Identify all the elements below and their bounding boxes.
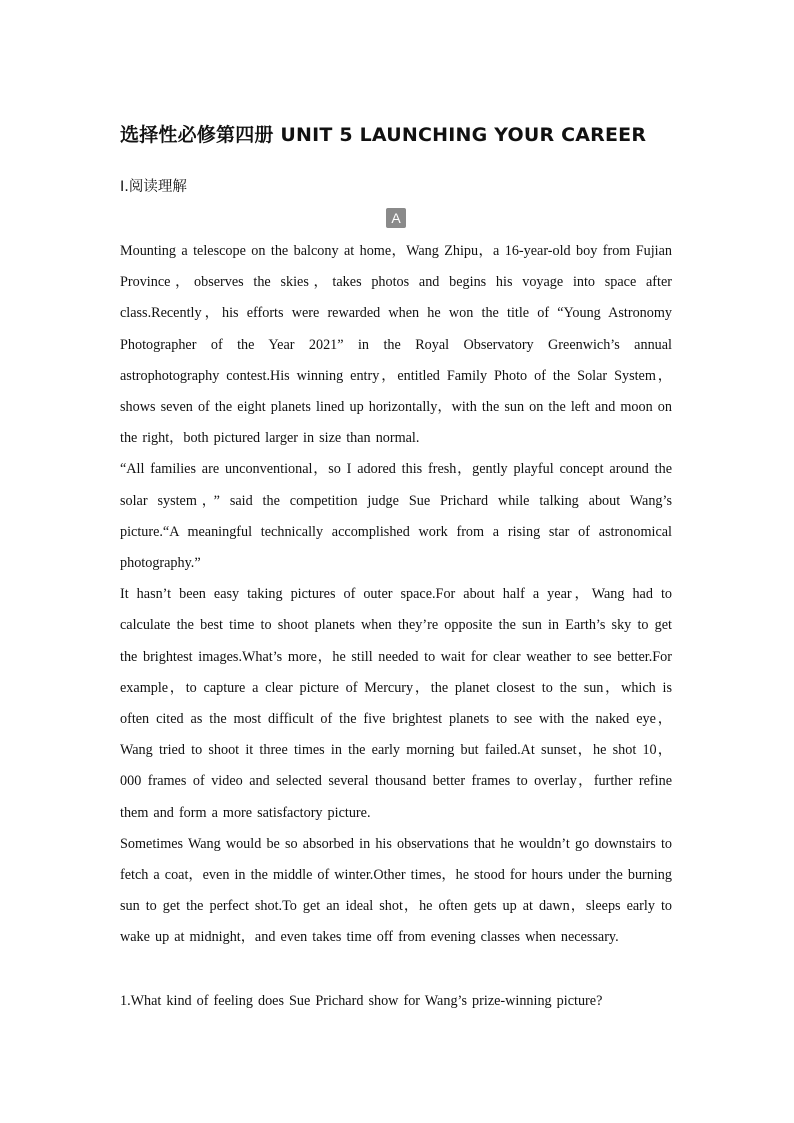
page-title: 选择性必修第四册 UNIT 5 LAUNCHING YOUR CAREER xyxy=(120,124,647,146)
passage-paragraph-3: It hasn’t been easy taking pictures of outer space.For about half a year，Wang had to calculate the best time to shoot planets when they’re opposite the sun in Earth’s sky to get the brightest images.What’s more，he still needed to wait for clear weather to see better.For example，to capture a clear picture of Mercury，the planet closest to the sun，which is often cited as the most difficult of the five brightest planets to see with the naked eye，Wang tried to shoot it three times in the early morning but failed.At sunset，he shot 10，000 frames of video and selected several thousand better frames to overlay，further refine them and form a more satisfactory picture. xyxy=(120,586,672,821)
passage-paragraph-4: Sometimes Wang would be so absorbed in his observations that he wouldn’t go downstairs to fetch a coat，even in the middle of winter.Other times，he stood for hours under the burning sun to get the perfect shot.To get an ideal shot，he often gets up at dawn，sleeps early to wake up at midnight，and even takes time off from evening classes when necessary. xyxy=(120,835,672,946)
question-1: 1.What kind of feeling does Sue Prichard show for Wang’s prize-winning picture? xyxy=(120,993,603,1009)
passage-label-badge: A xyxy=(386,208,406,228)
passage-paragraph-1: Mounting a telescope on the balcony at home，Wang Zhipu，a 16-year-old boy from Fujian Province，observes the skies，takes photos and begins his voyage into space after class.Recently，his efforts were rewarded when he won the title of “Young Astronomy Photographer of the Year 2021” in the Royal Observatory Greenwich’s annual astrophotography contest.His winning entry，entitled Family Photo of the Solar System，shows seven of the eight planets lined up horizontally，with the sun on the left and moon on the right，both pictured larger in size than normal. xyxy=(120,243,672,447)
reading-passage xyxy=(120,236,672,954)
section-heading: Ⅰ.阅读理解 xyxy=(120,179,187,195)
passage-paragraph-2: “All families are unconventional，so I adored this fresh，gently playful concept around the solar system，” said the competition judge Sue Prichard while talking about Wang’s picture.“A meaningful technically accomplished work from a rising star of astronomical photography.” xyxy=(120,461,672,572)
